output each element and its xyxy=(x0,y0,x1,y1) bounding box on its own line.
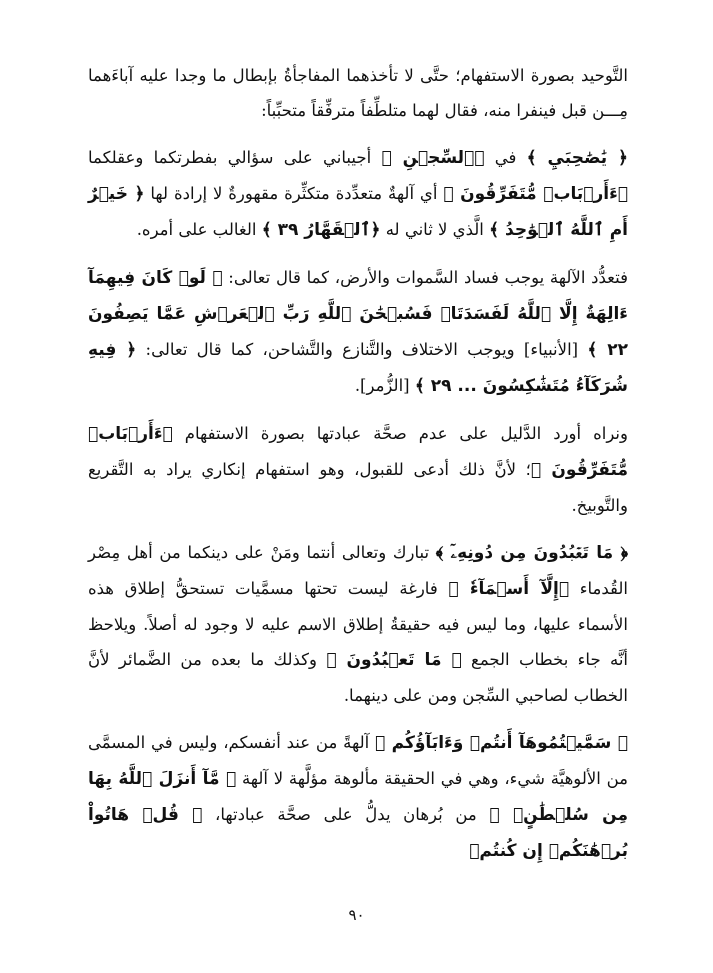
body-text: آلهةً من عند أنفسكم، وليس في المسمَّى من الألوهيَّة شيء، وهي في الحقيقة مألوهة مؤلَّهة لا آلهة xyxy=(88,733,628,788)
quran-verse: ﴿ فِيهِ شُرَكَآءُ مُتَشَٰكِسُونَ ... ٢٩ ﴾ xyxy=(88,340,628,396)
paragraph-3 xyxy=(88,260,628,404)
paragraph-5 xyxy=(88,535,628,713)
book-page-body xyxy=(88,58,628,881)
quran-verse: ﴿ءَأَرۡبَابٞ مُّتَفَرِّقُونَ ﴾ xyxy=(443,184,628,204)
paragraph-4 xyxy=(88,416,628,523)
quran-verse: ﴿ لَوۡ كَانَ فِيهِمَآ ءَالِهَةٌ إِلَّا ٱللَّهُ لَفَسَدَتَاۚ فَسُبۡحَٰنَ ٱللَّهِ رَبِّ ٱلۡعَرۡشِ عَمَّا يَصِفُونَ ٢٢ ﴾ xyxy=(88,268,628,360)
body-text: وكذلك ما بعده من الضَّمائر لأنَّ الخطاب لصاحبي السِّجن ومن على دينهما. xyxy=(88,650,628,705)
quran-verse: ﴿إِلَّآ أَسۡمَآءٗ ﴾ xyxy=(448,579,570,599)
paragraph-2 xyxy=(88,140,628,248)
body-text: [الأنبياء] ويوجب الاختلاف والتَّنازع والتَّشاحن، كما قال تعالى: xyxy=(136,340,588,359)
quran-verse: ﴿ قُلۡ هَاتُواْ بُرۡهَٰنَكُمۡ إِن كُنتُمۡ xyxy=(88,805,628,861)
body-text: الغالب على أمره. xyxy=(136,220,262,239)
paragraph-6 xyxy=(88,725,628,869)
quran-verse: ﴿ٱلۡقَهَّارُ ٣٩ ﴾ xyxy=(261,220,381,240)
quran-verse: ﴿ مَا تَعۡبُدُونَ مِن دُونِهِۦٓ ﴾ xyxy=(435,543,629,563)
quran-verse: ﴿ٱلسِّجۡنِ ﴾ xyxy=(381,148,485,168)
body-text: أي آلهةٌ متعدِّدة متكثِّرة مقهورةٌ لا إرادة لها xyxy=(144,184,444,203)
body-text: الَّذي لا ثاني له xyxy=(380,220,490,239)
body-text: في xyxy=(484,148,527,167)
quran-verse: ﴿ءَأَرۡبَابٞ مُّتَفَرِّقُونَ ﴾ xyxy=(88,424,628,480)
quran-verse: ﴿ سَمَّيۡتُمُوهَآ أَنتُمۡ وَءَابَآؤُكُم ﴾ xyxy=(374,733,628,753)
body-text: ونراه أورد الدَّليل على عدم صحَّة عبادتها بصورة الاستفهام xyxy=(172,424,628,443)
body-text: ؛ لأنَّ ذلك أدعى للقبول، وهو استفهام إنكاري يراد به التَّقريع والتَّوبيخ. xyxy=(88,460,628,515)
quran-verse: ﴿ يَٰصَٰحِبَيِ ﴾ xyxy=(526,148,628,168)
body-text: فارغة ليست تحتها مسمَّيات تستحقُّ إطلاق هذه الأسماء عليها، وما ليس فيه حقيقةُ إطلاق الاسم عليه لا وجود له أصلاً. ويلاحظ أنَّه جاء بخطاب الجمع xyxy=(88,579,629,669)
quran-verse: ﴿ خَيۡرٌ أَمِ ٱللَّهُ ٱلۡوَٰحِدُ ﴾ xyxy=(88,184,628,240)
quran-verse: ﴿ مَا تَعۡبُدُونَ ﴾ xyxy=(326,650,462,670)
quran-verse: ﴿ مَّآ أَنزَلَ ٱللَّهُ بِهَا مِن سُلۡطَٰنٍۚ ﴾ xyxy=(88,769,629,825)
body-text: فتعدُّد الآلهة يوجب فساد السَّموات والأرض، كما قال تعالى: xyxy=(222,268,628,287)
paragraph-1 xyxy=(88,58,628,128)
body-text: [الزُّمر]. xyxy=(354,376,415,395)
page-number: ٩٠ xyxy=(348,906,365,924)
body-text: أجيباني على سؤالي بفطرتكما وعقلكما xyxy=(88,148,382,167)
body-text: التَّوحيد بصورة الاستفهام؛ حتَّى لا تأخذهما المفاجأةُ بإبطال ما وجدا عليه آباءَهما مِـــن قبل فينفرا منه، فقال لهما متلطِّفاً مترفِّقاً متحبِّباً: xyxy=(88,66,628,120)
body-text: تبارك وتعالى أنتما ومَنْ على دينكما من أهل مِصْر القُدماء xyxy=(88,543,628,598)
body-text: من بُرهان يدلُّ على صحَّة عبادتها، xyxy=(202,805,490,824)
